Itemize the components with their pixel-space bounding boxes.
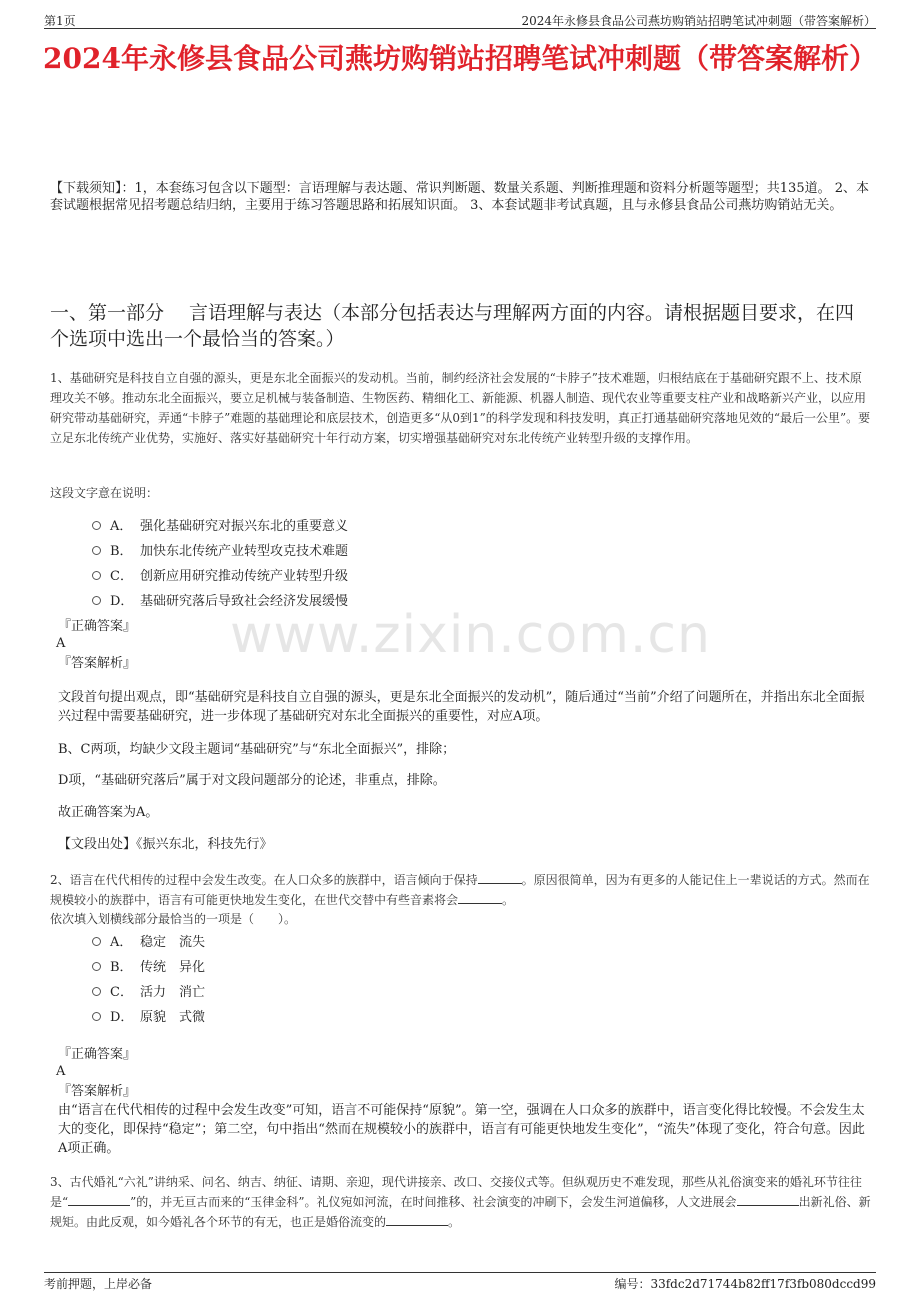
option-b[interactable]: B． 加快东北传统产业转型攻克技术难题 (92, 537, 348, 562)
question-3-text: 3、古代婚礼“六礼”讲纳采、问名、纳吉、纳征、请期、亲迎，现代讲接亲、改口、交接仪式等。但纵观历史不难发现，那些从礼俗演变来的婚礼环节往往是“ ”的，并无亘古而来的“玉律金科”。礼仪宛如河流，在时间推移、社会演变的冲刷下，会发生河道偏移，人文进展会 出新礼俗、新规矩。由此反观，如今婚礼各个环节的有无，也正是婚俗流变的 。 (50, 1175, 871, 1229)
answer-label: 『正确答案』 (58, 619, 137, 634)
analysis-paragraph: 故正确答案为A。 (58, 805, 159, 820)
question-2-options (92, 928, 205, 1028)
radio-icon[interactable] (92, 937, 101, 946)
correct-answer: A (56, 636, 66, 651)
analysis-paragraph: 由“语言在代代相传的过程中会发生改变”可知，语言不可能保持“原貌”。第一空，强调在人口众多的族群中，语言变化得比较慢。不会发生太大的变化，即保持“稳定”；第二空，句中指出“然而在规模较小的族群中，语言有可能更快地发生变化”，“流失”体现了变化，符合句意。因此A项正确。 (58, 1103, 865, 1156)
radio-icon[interactable] (92, 987, 101, 996)
option-c[interactable]: C． 创新应用研究推动传统产业转型升级 (92, 562, 348, 587)
fill-blank (386, 1215, 448, 1226)
page-footer (44, 1272, 876, 1289)
radio-icon[interactable] (92, 1012, 101, 1021)
question-2-text: 2、语言在代代相传的过程中会发生改变。在人口众多的族群中，语言倾向于保持 。原因很简单，因为有更多的人能记住上一辈说话的方式。然而在规模较小的族群中，语言有可能更快地发生变化，在世代交替中有些音素将会 。 (50, 873, 870, 907)
watermark: www.zixin.com.cn (230, 605, 711, 665)
radio-icon[interactable] (92, 571, 101, 580)
page-number: 第1页 (44, 14, 76, 28)
option-a[interactable]: A． 强化基础研究对振兴东北的重要意义 (92, 512, 348, 537)
correct-answer: A (56, 1064, 66, 1079)
radio-icon[interactable] (92, 962, 101, 971)
footer-slogan: 考前押题，上岸必备 (44, 1277, 153, 1291)
section-heading: 一、第一部分 言语理解与表达（本部分包括表达与理解两方面的内容。请根据题目要求，在四个选项中选出一个最恰当的答案。） (50, 302, 855, 350)
page-header (44, 10, 876, 29)
answer-label: 『正确答案』 (58, 1047, 137, 1062)
fill-blank (737, 1195, 799, 1206)
header-doc-title: 2024年永修县食品公司燕坊购销站招聘笔试冲刺题（带答案解析） (521, 14, 876, 28)
question-1-prompt: 这段文字意在说明： (50, 486, 159, 500)
analysis-paragraph: D项，“基础研究落后”属于对文段问题部分的论述，非重点，排除。 (58, 773, 446, 788)
text-source: 【文段出处】《振兴东北，科技先行》 (58, 837, 273, 852)
question-1-options (92, 512, 348, 612)
option-d[interactable]: D． 原貌 式微 (92, 1003, 205, 1028)
analysis-paragraph: B、C两项，均缺少文段主题词“基础研究”与“东北全面振兴”，排除； (58, 742, 456, 757)
radio-icon[interactable] (92, 596, 101, 605)
option-b[interactable]: B． 传统 异化 (92, 953, 205, 978)
document-title: 2024年永修县食品公司燕坊购销站招聘笔试冲刺题（带答案解析） (43, 42, 877, 75)
radio-icon[interactable] (92, 521, 101, 530)
analysis-label: 『答案解析』 (58, 656, 137, 671)
fill-blank (458, 893, 502, 904)
radio-icon[interactable] (92, 546, 101, 555)
option-d[interactable]: D． 基础研究落后导致社会经济发展缓慢 (92, 587, 348, 612)
question-1-text: 1、基础研究是科技自立自强的源头，更是东北全面振兴的发动机。当前，制约经济社会发展的“卡脖子”技术难题，归根结底在于基础研究跟不上、技术原理攻关不够。推动东北全面振兴，要立足机械与装备制造、生物医药、精细化工、新能源、机器人制造、现代农业等重要支柱产业和战略新兴产业，以应用研究带动基础研究，弄通“卡脖子”难题的基础理论和底层技术，创造更多“从0到1”的科学发现和科技发明，真正打通基础研究落地见效的“最后一公里”。要立足东北传统产业优势，实施好、落实好基础研究十年行动方案，切实增强基础研究对东北传统产业转型升级的支撑作用。 (50, 371, 871, 445)
fill-blank (478, 873, 522, 884)
fill-blank (68, 1195, 130, 1206)
option-c[interactable]: C． 活力 消亡 (92, 978, 205, 1003)
analysis-paragraph: 文段首句提出观点，即“基础研究是科技自立自强的源头，更是东北全面振兴的发动机”，随后通过“当前”介绍了问题所在，并指出东北全面振兴过程中需要基础研究，进一步体现了基础研究对东北全面振兴的重要性，对应A项。 (58, 690, 865, 724)
question-2-prompt: 依次填入划横线部分最恰当的一项是（ ）。 (50, 912, 297, 926)
analysis-label: 『答案解析』 (58, 1084, 137, 1099)
option-a[interactable]: A． 稳定 流失 (92, 928, 205, 953)
document-id: 编号：33fdc2d71744b82ff17f3fb080dccd99 (614, 1277, 876, 1291)
download-notice: 【下载须知】：1，本套练习包含以下题型：言语理解与表达题、常识判断题、数量关系题、判断推理题和资料分析题等题型；共135道。 2、本套试题根据常见招考题总结归纳，主要用于练习答题思路和拓展知识面。 3、本套试题非考试真题，且与永修县食品公司燕坊购销站无关。 (50, 181, 869, 213)
